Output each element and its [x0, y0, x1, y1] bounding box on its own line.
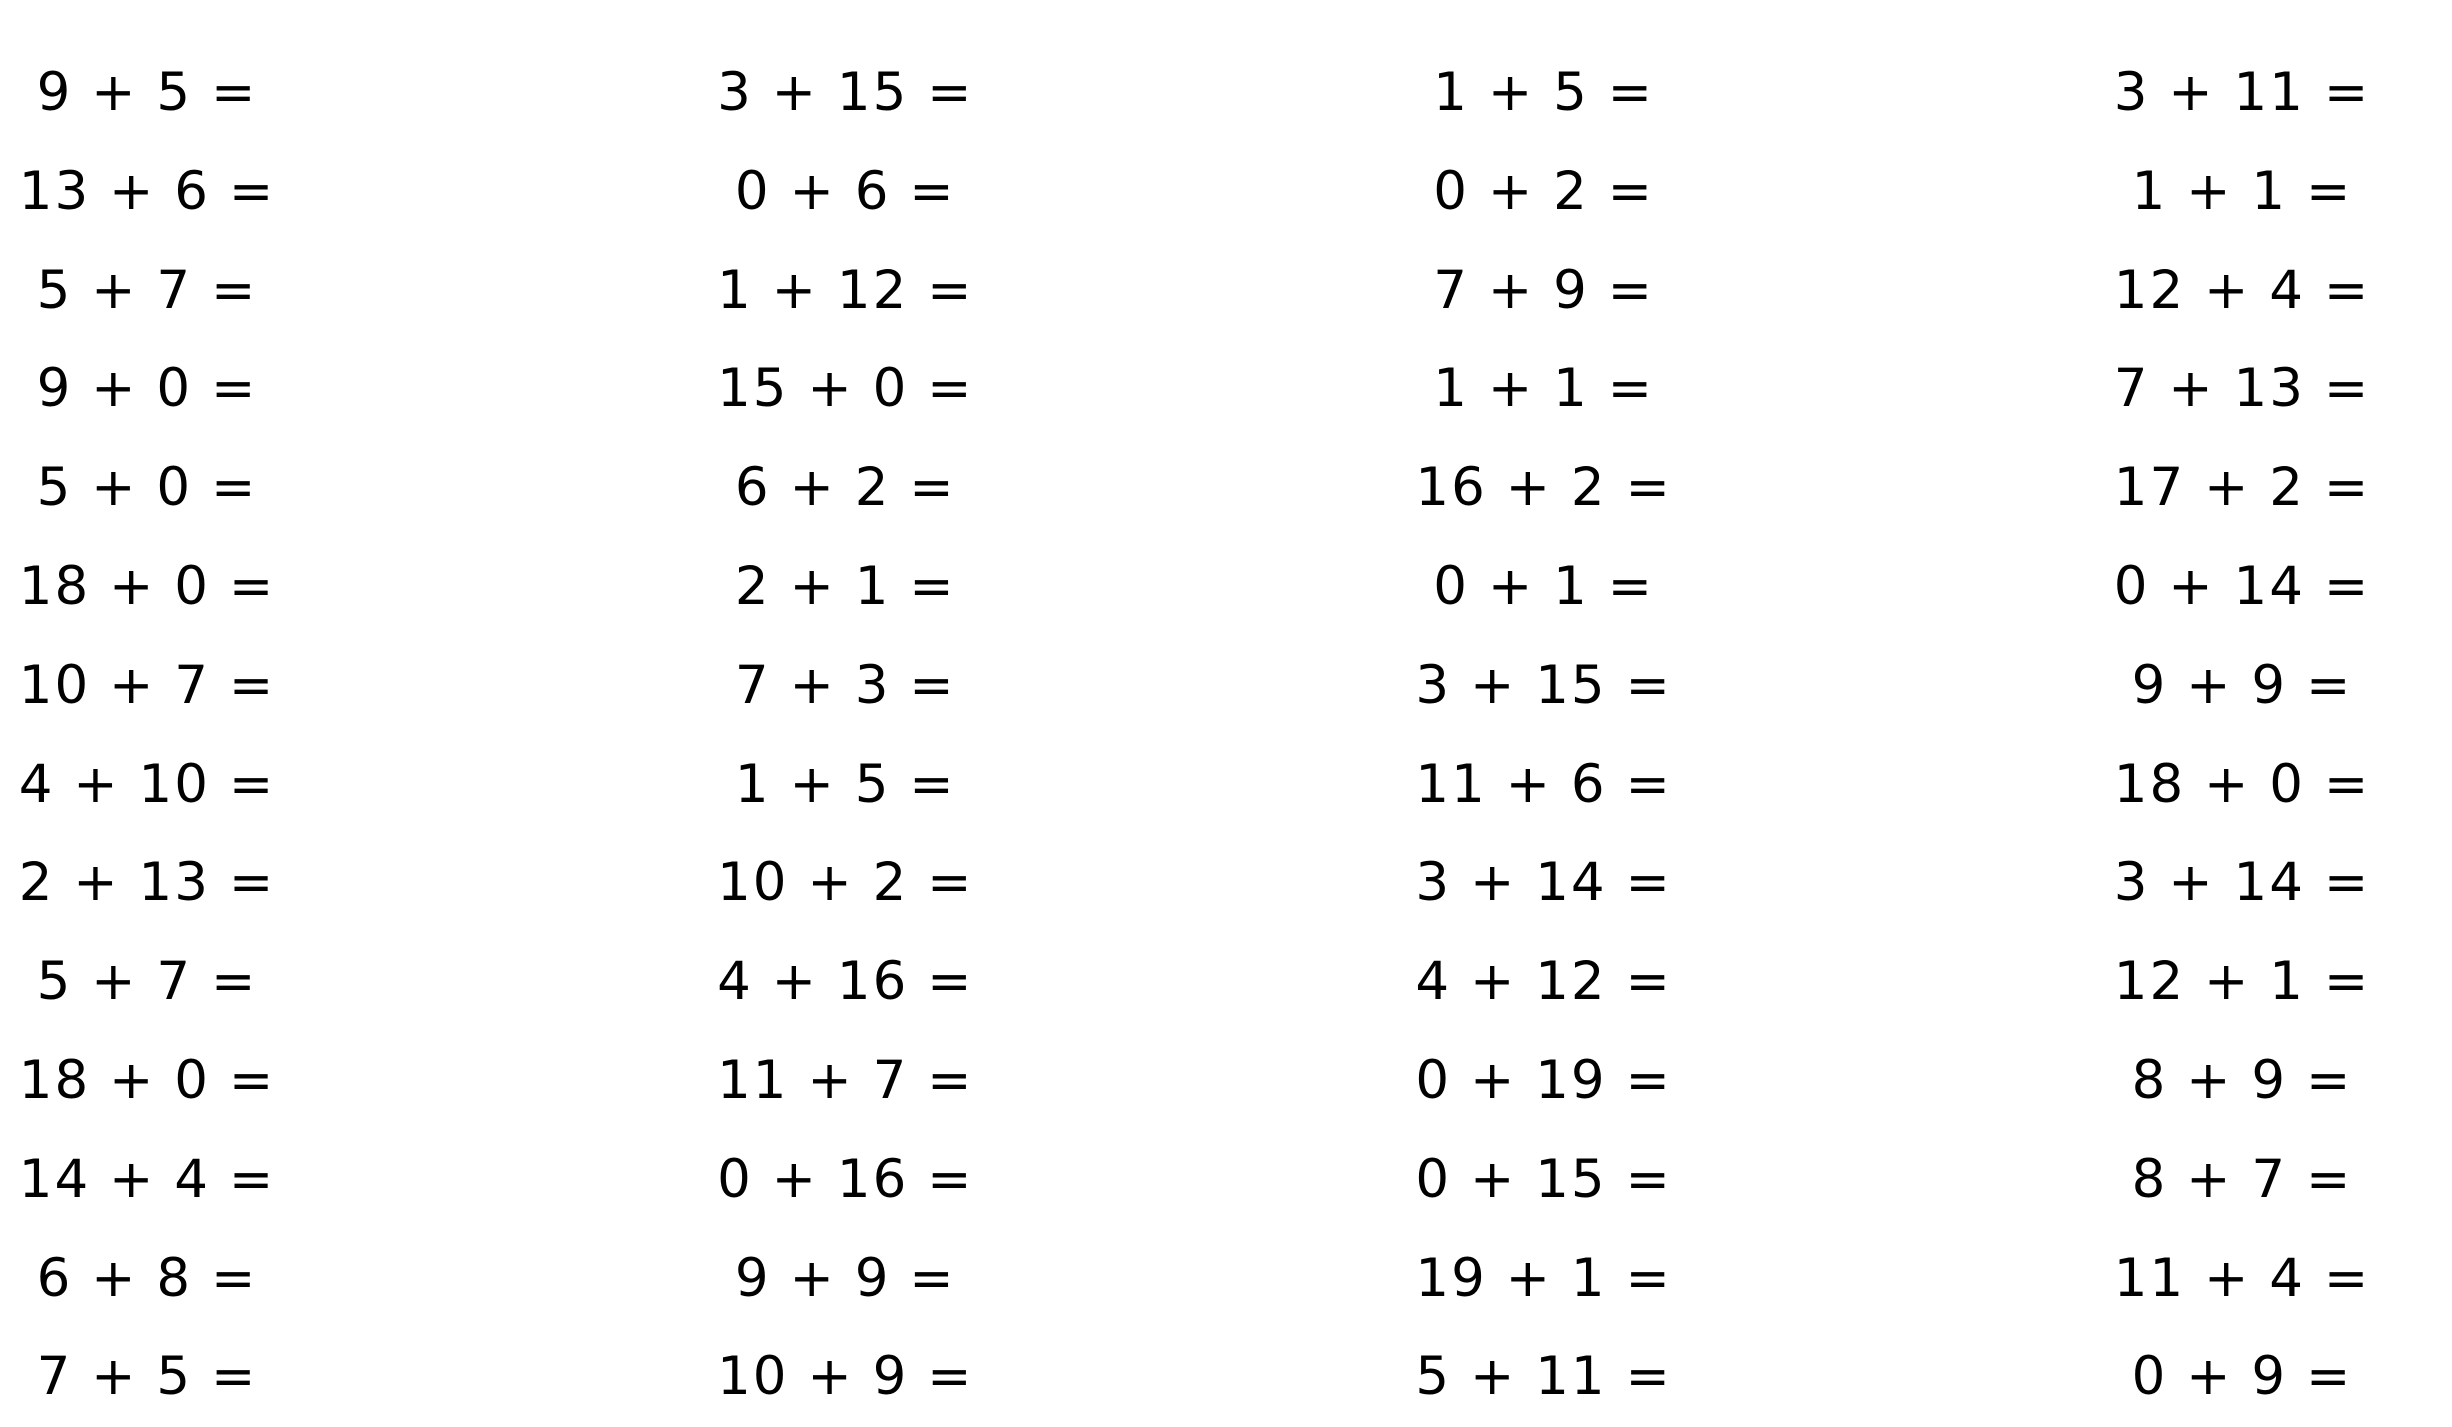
math-problem: 7 + 3 = [734, 654, 956, 716]
math-problem: 9 + 9 = [734, 1247, 956, 1309]
math-problem: 19 + 1 = [1415, 1247, 1672, 1309]
math-problem: 1 + 1 = [2131, 160, 2353, 222]
math-problem: 2 + 13 = [18, 852, 276, 914]
math-problem: 3 + 14 = [1415, 852, 1672, 914]
math-problem: 0 + 1 = [1433, 555, 1655, 617]
math-problem: 6 + 8 = [36, 1247, 258, 1309]
math-problem: 14 + 4 = [18, 1148, 276, 1210]
math-problem: 2 + 1 = [734, 555, 956, 617]
math-problem: 5 + 7 = [36, 951, 258, 1013]
math-problem: 4 + 12 = [1415, 951, 1672, 1013]
math-problem: 18 + 0 = [18, 555, 276, 617]
problem-column-3 [1394, 44, 1694, 1422]
math-problem: 10 + 9 = [717, 1346, 974, 1408]
math-problem: 1 + 5 = [734, 753, 956, 815]
math-problem: 16 + 2 = [1415, 457, 1672, 519]
math-problem: 4 + 16 = [717, 951, 974, 1013]
math-problem: 7 + 9 = [1433, 259, 1655, 321]
math-problem: 8 + 9 = [2131, 1049, 2353, 1111]
math-problem: 0 + 15 = [1415, 1148, 1672, 1210]
math-problem: 5 + 11 = [1415, 1346, 1672, 1408]
math-problem: 7 + 5 = [36, 1346, 258, 1408]
math-problem: 11 + 6 = [1415, 753, 1672, 815]
math-problem: 11 + 7 = [717, 1049, 974, 1111]
math-problem: 18 + 0 = [2113, 753, 2371, 815]
math-problem: 5 + 7 = [36, 259, 258, 321]
math-problem: 3 + 14 = [2113, 852, 2371, 914]
math-problem: 10 + 7 = [18, 654, 276, 716]
math-problem: 10 + 2 = [717, 852, 974, 914]
math-problem: 6 + 2 = [734, 457, 956, 519]
math-problem: 9 + 0 = [36, 358, 258, 420]
math-problem: 18 + 0 = [18, 1049, 276, 1111]
problem-column-4 [2092, 44, 2392, 1422]
math-problem: 0 + 16 = [717, 1148, 974, 1210]
math-problem: 8 + 7 = [2131, 1148, 2353, 1210]
math-problem: 4 + 10 = [18, 753, 276, 815]
math-problem: 3 + 15 = [717, 62, 974, 123]
math-problem: 0 + 19 = [1415, 1049, 1672, 1111]
math-problem: 3 + 15 = [1415, 654, 1672, 716]
math-problem: 11 + 4 = [2113, 1247, 2371, 1309]
math-problem: 9 + 9 = [2131, 654, 2353, 716]
math-problem: 12 + 4 = [2113, 259, 2371, 321]
math-problem: 3 + 11 = [2113, 62, 2371, 123]
math-problem: 5 + 0 = [36, 457, 258, 519]
math-problem: 7 + 13 = [2113, 358, 2371, 420]
math-problem: 13 + 6 = [18, 160, 276, 222]
math-problem: 0 + 9 = [2131, 1346, 2353, 1408]
math-problem: 15 + 0 = [717, 358, 974, 420]
problem-column-1 [0, 44, 297, 1422]
math-problem: 1 + 12 = [717, 259, 974, 321]
math-problem: 0 + 6 = [734, 160, 956, 222]
math-problem: 1 + 5 = [1433, 62, 1655, 123]
math-problem: 0 + 2 = [1433, 160, 1655, 222]
math-problem: 9 + 5 = [36, 62, 258, 123]
math-problem: 17 + 2 = [2113, 457, 2371, 519]
math-problem: 0 + 14 = [2113, 555, 2371, 617]
math-problem: 12 + 1 = [2113, 951, 2371, 1013]
math-problem: 1 + 1 = [1433, 358, 1655, 420]
problem-column-2 [695, 44, 995, 1422]
